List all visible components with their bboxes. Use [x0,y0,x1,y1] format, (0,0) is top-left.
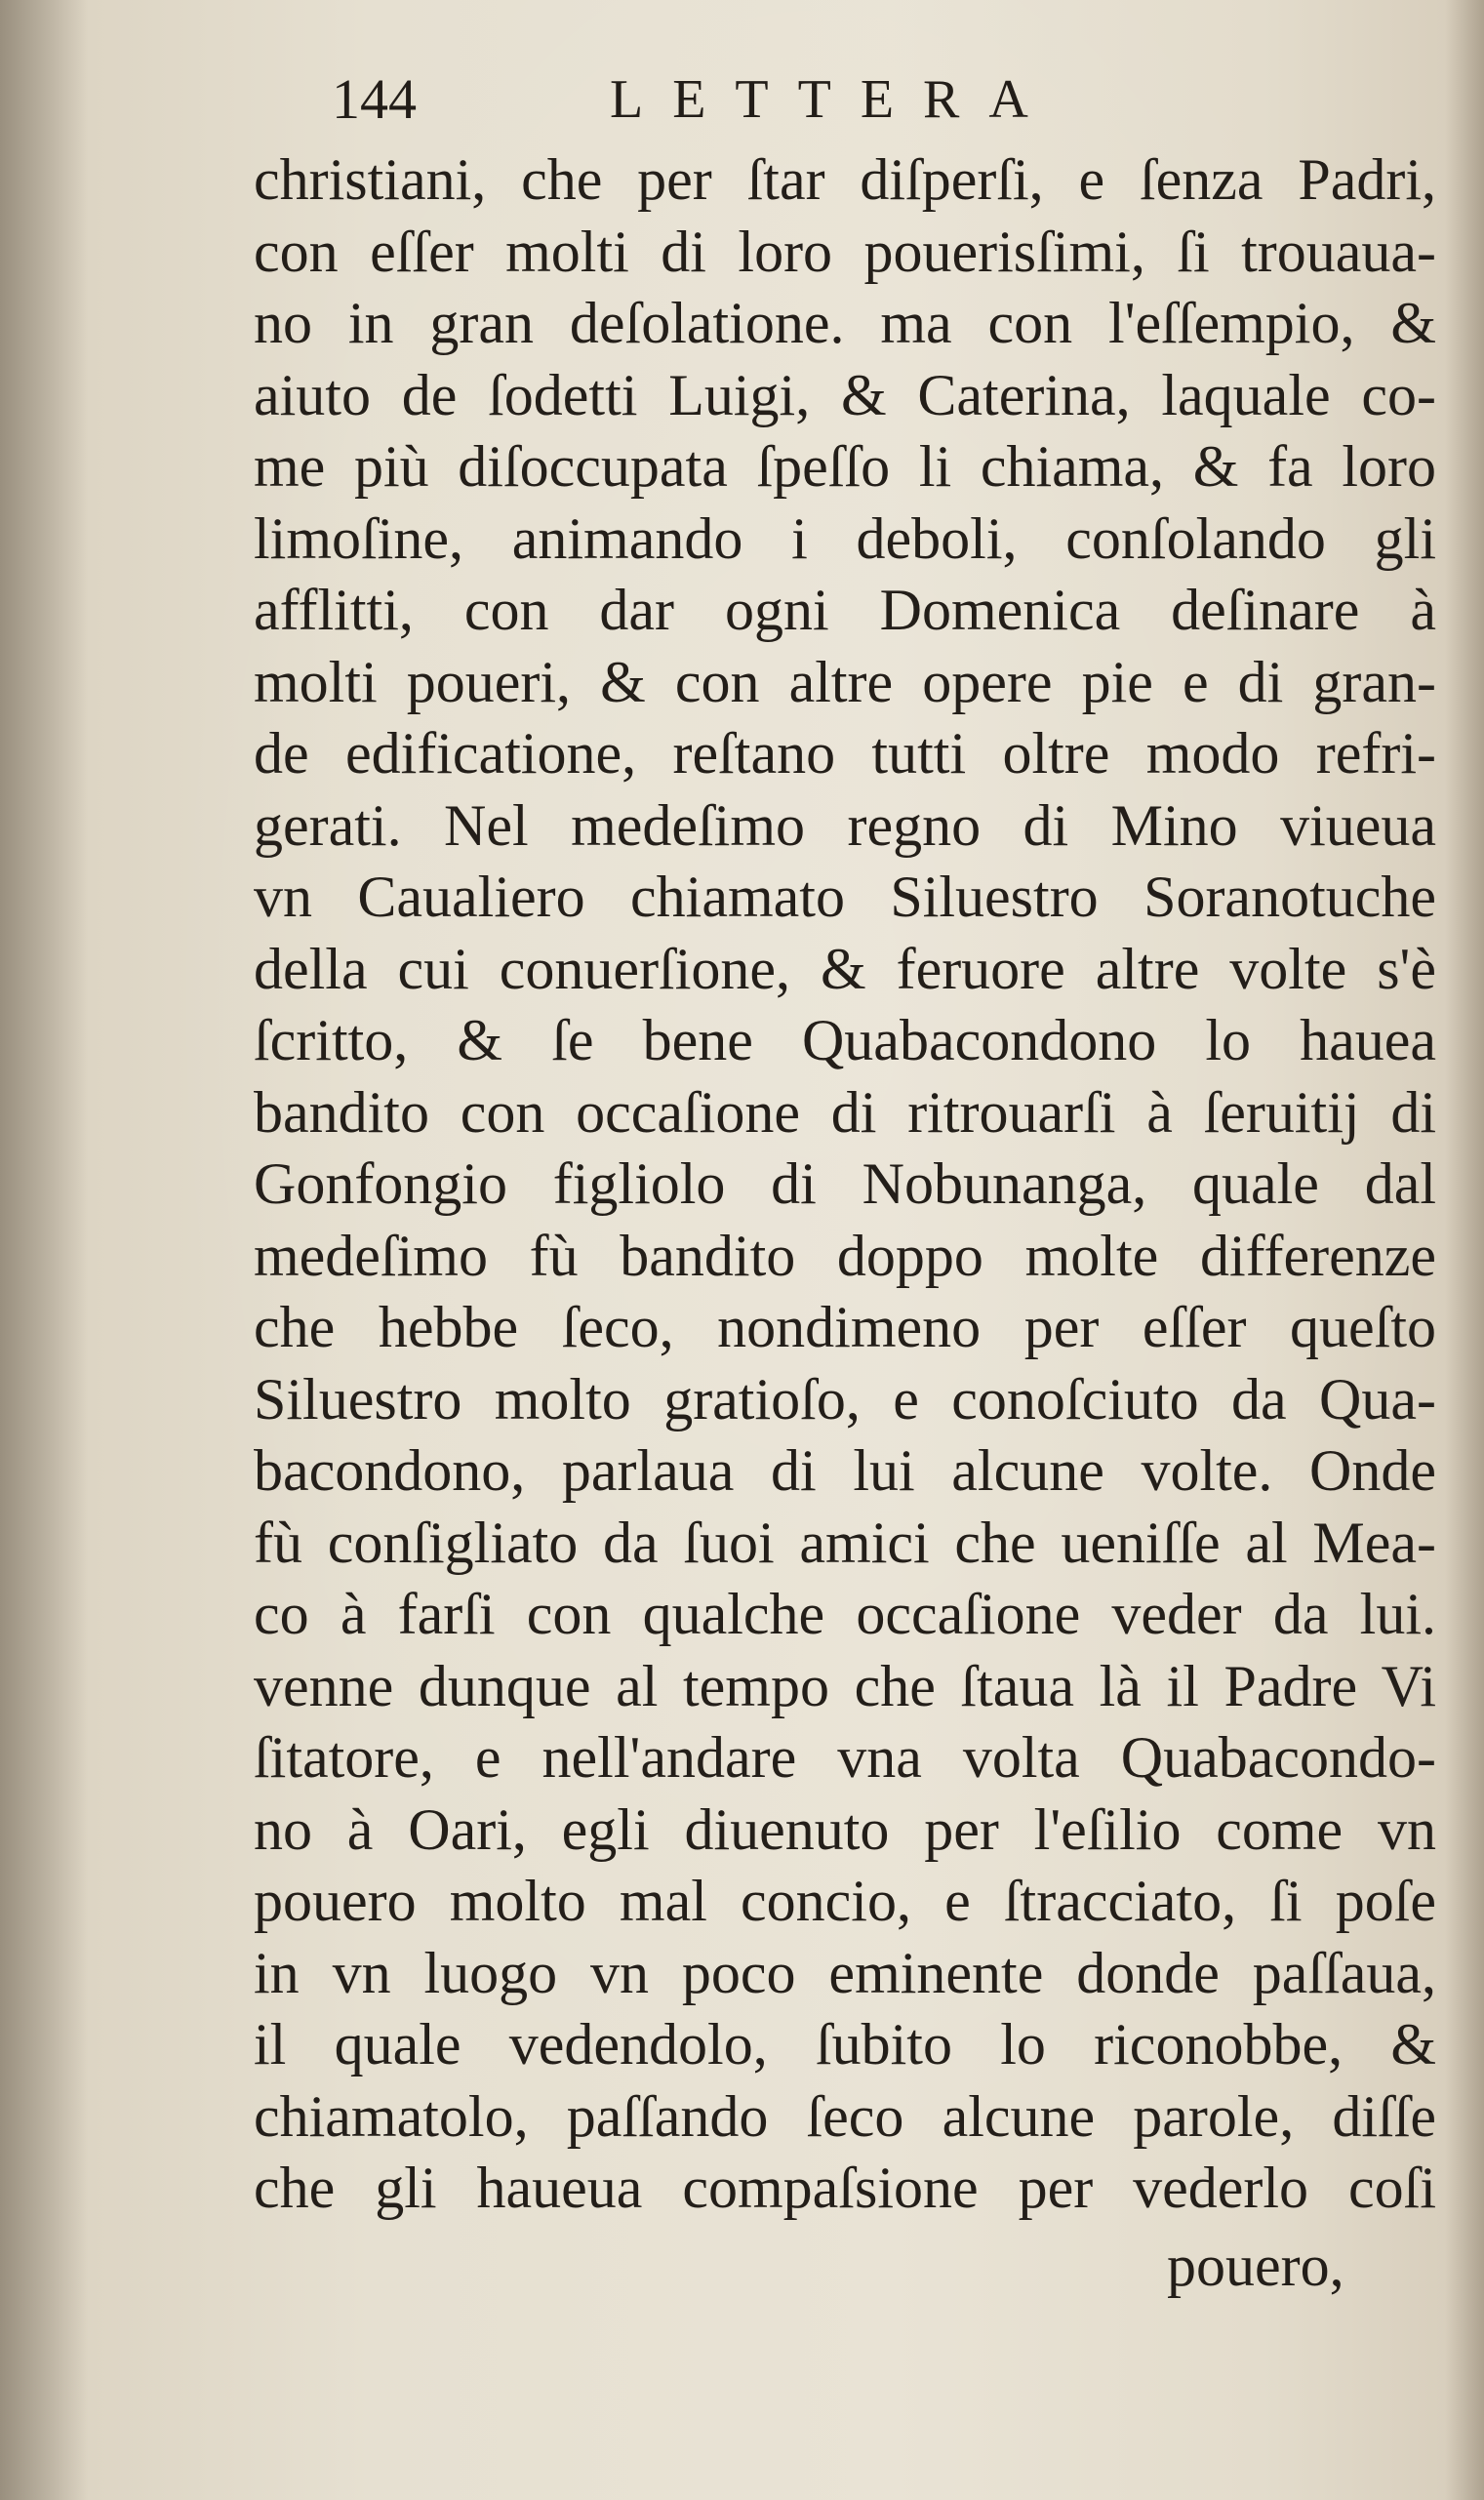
text-line: limoſine, animando i deboli, conſolando gli [254,505,1436,571]
text-line: no in gran deſolatione. ma con l'eſſempio, & [254,291,1436,355]
text-line: pouero molto mal concio, e ſtracciato, ſi poſe [254,1869,1436,1933]
running-head: LETTERA [610,69,1058,130]
text-line: me più diſoccupata ſpeſſo li chiama, & fa loro [254,434,1436,499]
text-line: vn Caualiero chiamato Siluestro Soranotuche [254,865,1436,929]
text-line: in vn luogo vn poco eminente donde paſſaua, [254,1940,1436,2005]
page-header [332,60,1151,139]
text-line: della cui conuerſione, & feruore altre volte s'è [254,936,1436,1001]
text-line: bandito con occaſione di ritrouarſi à ſeruitij di [254,1079,1436,1145]
text-line: venne dunque al tempo che ſtaua là il Padre Vi [254,1653,1436,1718]
text-line: aiuto de ſodetti Luigi, & Caterina, laquale co- [254,362,1436,427]
catchword: pouero, [1167,2234,1344,2298]
text-line: il quale vedendolo, ſubito lo riconobbe, & [254,2012,1436,2077]
gutter-shadow [0,0,88,2500]
text-line: gerati. Nel medeſimo regno di Mino viueua [254,792,1436,858]
text-line: bacondono, parlaua di lui alcune volte. Onde [254,1438,1436,1503]
text-line: afflitti, con dar ogni Domenica deſinare à [254,578,1436,642]
text-line: no à Oari, egli diuenuto per l'eſilio come vn [254,1796,1436,1862]
text-line: ſcritto, & ſe bene Quabacondono lo haueа [254,1008,1436,1072]
text-line: molti poueri, & con altre opere pie e di gran- [254,649,1436,714]
text-line: con eſſer molti di loro pouerisſimi, ſi trouaua- [254,219,1436,284]
text-line: ſitatore, e nell'andare vna volta Quabacondo- [254,1725,1436,1790]
text-line: chiamatolo, paſſando ſeco alcune parole, diſſe [254,2083,1436,2149]
page-number: 144 [332,67,417,131]
text-line: co à farſi con qualche occaſione veder da lui. [254,1582,1436,1646]
text-line: de edificatione, reſtano tutti oltre modo refri- [254,721,1436,786]
text-line: medeſimo fù bandito doppo molte differenze [254,1223,1436,1288]
text-line: che hebbe ſeco, nondimeno per eſſer queſto [254,1295,1436,1359]
page-edge-shadow [1445,0,1484,2500]
text-line: fù conſigliato da ſuoi amici che ueniſſe al Mea- [254,1510,1436,1575]
body-text [254,144,1436,2225]
text-line: christiani, che per ſtar diſperſi, e ſenza Padri, [254,147,1436,212]
text-line: che gli haueua compaſsione per vederlo coſi [254,2156,1436,2220]
text-line: Siluestro molto gratioſo, e conoſciuto da Qua- [254,1366,1436,1431]
text-line: Gonfongio figliolo di Nobunanga, quale dal [254,1151,1436,1216]
